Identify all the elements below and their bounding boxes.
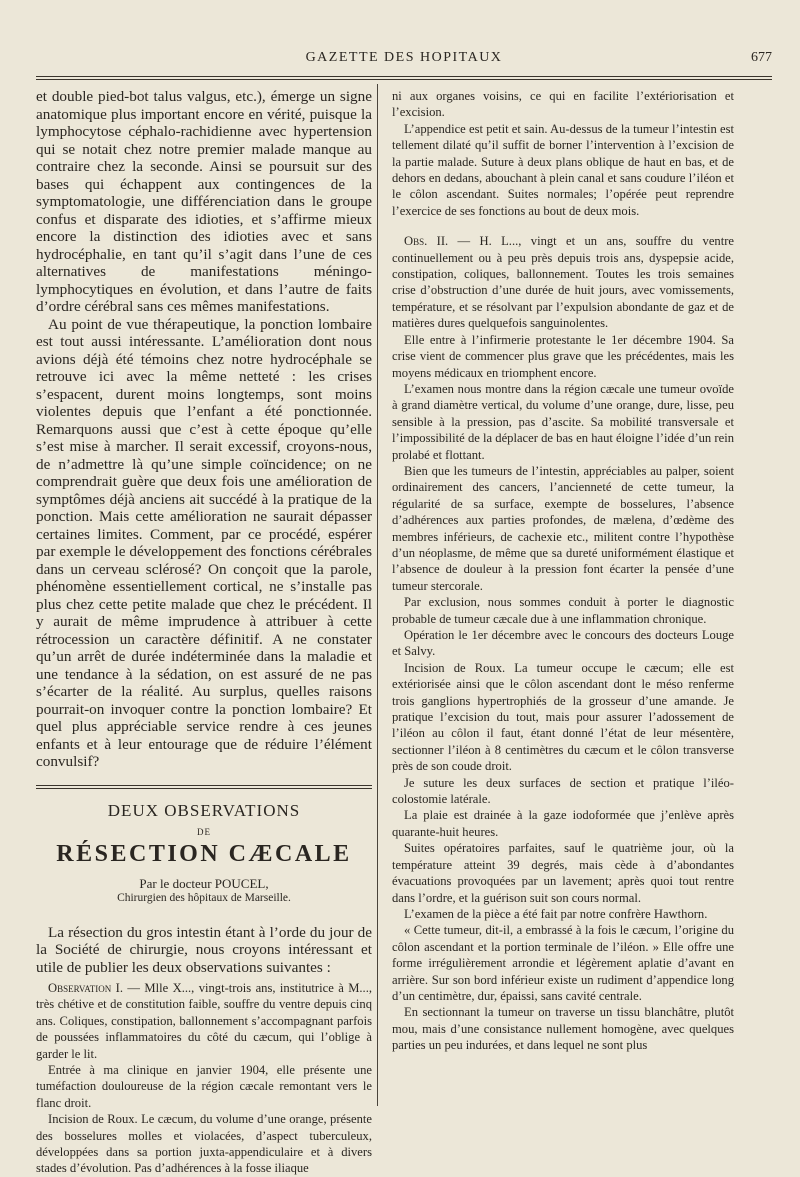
paragraph: et double pied-bot talus valgus, etc.), émerge un signe anatomique plus important encore en vérité, puisque la lymphocytose céphalo-rachidienne avec hypertension qui se notait chez notre premier malade manque au contraire chez la seconde. Ainsi se poursuit sur des bases qui échappent aux contingences de la symptomatologie, une différenciation dans le groupe confus et disparate des idioties, et s’affirme mieux encore la distinction des idioties avec et sans hydrocéphalie, en tant qu’il s’agit dans l’une de ces alternatives de manifestations méningo-lymphocytiques en évolution, et dans l’autre de faits d’ordre cérébral sans ces mêmes manifestations. [36, 88, 372, 315]
paragraph: Au point de vue thérapeutique, la ponction lombaire est tout aussi intéressante. L’amélioration dont nous avions déjà été témoins chez notre hydrocéphale se retrouve ici avec la même netteté : les crises s’espacent, durent moins longtemps, sont moins violentes depuis que l’enfant a été ponctionnée. Remarquons aussi que c’est à cette époque qu’elle s’est mise à marcher. Il serait excessif, croyons-nous, de n’admettre là qu’une simple coïncidence; on ne comprendrait guère que deux fois une amélioration de symptômes déjà anciens ait succédé à la pratique de la ponction. Mais cette amélioration ne saurait dépasser certaines limites. Comment, par ce procédé, espérer par exemple le développement des fonctions cérébrales dans un cerveau sclérosé? On conçoit que la parole, phénomène essentiellement cortical, ne s’installe pas plus chez cette petite malade que chez le précédent. Il y aurait de même imprudence à attribuer à cette rétrocession un caractère définitif. A ne constater qu’un arrêt de durée indéterminée dans la maladie et une tendance à la sédation, on est assuré de ne pas s’écarter de la réalité. Au surplus, quelles raisons pourrait-on invoquer contre la ponction lombaire? Et quel plus appréciable service rendre à ces jeunes enfants et à leur entourage que de réduire l’élément convulsif? [36, 315, 372, 770]
article-lead [36, 924, 372, 977]
paragraph: Opération le 1er décembre avec le concours des docteurs Louge et Salvy. [392, 628, 734, 659]
paragraph: Incision de Roux. La tumeur occupe le cæcum; elle est extériorisée ainsi que le côlon ascendant dont le méso renferme trois ganglions hypertrophiés de la grosseur d’une amande. Je pratique l’excision du tout, mais pour assurer l’adossement de l’iléon au côlon il faut, étant donné l’état de leur mésentère, sectionner l’iléon à 8 centimètres du cæcum et le côlon transverse près de son coude droit. [392, 660, 734, 774]
paragraph: Bien que les tumeurs de l’intestin, appréciables au palper, soient ordinairement des cancers, l’ancienneté de cette tumeur, la régularité de sa surface, exempte de bosselures, l’absence d’adhérences aux parties profondes, de mælena, d’œdème des membres inférieurs, de cachexie etc., militent contre l’hypothèse d’un néoplasme, de même que sa dureté uniformément élastique et l’absence de douleur à la pression font écarter la pensée d’une tumeur stercorale. [392, 463, 734, 593]
affiliation: Chirurgien des hôpitaux de Marseille. [117, 891, 291, 904]
column-divider [377, 84, 378, 1106]
observation-2-paragraph [392, 233, 734, 331]
left-column [36, 88, 372, 1177]
paragraph: « Cette tumeur, dit-il, a embrassé à la fois le cæcum, l’origine du côlon ascendant et la portion terminale de l’iléon. » Elle offre une forme irrégulièrement arrondie et légèrement aplatie d’avant en arrière. Sur son bord inférieur existe un rudiment d’appendice long d’un centimètre, dur, épaissi, sans cavité centrale. [392, 923, 734, 1003]
observation-1 [36, 980, 372, 1177]
continued-text [36, 88, 372, 771]
article-kicker: DEUX OBSERVATIONS [107, 800, 301, 820]
page-header [36, 50, 772, 72]
paragraph: Par exclusion, nous sommes conduit à porter le diagnostic probable de tumeur cæcale due à une inflammation chronique. [392, 595, 734, 626]
paragraph: Elle entre à l’infirmerie protestante le 1er décembre 1904. Sa crise vient de commencer plus grave que les précédentes, mais les moyens médicaux en triomphent encore. [392, 332, 734, 380]
paragraph: Incision de Roux. Le cæcum, du volume d’une orange, présente des bosselures molles et violacées, d’aspect tuberculeux, développées dans sa portion juxta-appendiculaire et à divers stades d’évolution. Pas d’adhérences à la fosse iliaque [36, 1112, 372, 1176]
page-number: 677 [751, 50, 772, 65]
paragraph: La plaie est drainée à la gaze iodoformée que j’enlève après quarante-huit heures. [392, 808, 734, 839]
paragraph: L’examen nous montre dans la région cæcale une tumeur ovoïde à grand diamètre vertical, du volume d’une orange, dure, lisse, peu sensible à la pression, pas d’ascite. Sa mobilité transversale et l’impossibilité de la déplacer de bas en haut éloigne l’idée d’un rein prolabé et flottant. [392, 381, 734, 462]
running-title: GAZETTE DES HOPITAUX [305, 50, 503, 65]
observation-paragraph [36, 980, 372, 1062]
observation-2-label: Obs. II. [404, 234, 449, 249]
byline: Par le docteur POUCEL, [139, 875, 269, 891]
paragraph: En sectionnant la tumeur on traverse un tissu blanchâtre, plutôt mou, mais d’une consistance nullement homogène, avec quelques parties un peu indurées, et dans lequel ne sont plus [392, 1005, 734, 1053]
article-heading [36, 801, 372, 904]
paragraph: L’appendice est petit et sain. Au-dessus de la tumeur l’intestin est tellement dilaté qu’il suffit de borner l’intervention à l’excision de la partie malade. Suture à deux plans oblique de haut en bas, et de dehors en dedans, abouchant à plein canal et sans coudure l’iléon et le côlon ascendant. Suites normales; l’opérée peut reprendre l’exercice de ses fonctions au bout de deux mois. [392, 121, 734, 218]
right-column [392, 88, 734, 1054]
paragraph: Entrée à ma clinique en janvier 1904, elle présente une tuméfaction douloureuse de la région cæcale remontant vers le flanc droit. [36, 1063, 372, 1110]
section-divider [36, 785, 372, 789]
paragraph: ni aux organes voisins, ce qui en facilite l’extériorisation et l’excision. [392, 89, 734, 120]
article-title: RÉSECTION CÆCALE [56, 840, 352, 867]
observation-label: Observation I. [48, 981, 123, 995]
observation-2-text: — H. L..., vingt et un ans, souffre du ventre continuellement ou à peu près depuis trois ans, dyspepsie acide, constipation, coliques, ballonnement. Toutes les trois semaines crise d’obstruction d’une durée de huit jours, avec vomissements, température, et se résolvant par l’expulsion abondante de gaz et de matières dures quelquefois sanguinolentes. [392, 234, 735, 331]
lead-paragraph: La résection du gros intestin étant à l’orde du jour de la Société de chirurgie, nous croyons intéressant et utile de publier les deux observations suivantes : [36, 923, 372, 976]
paragraph: Suites opératoires parfaites, sauf le quatrième jour, où la température atteint 39 degrés, mais cède à d’abondantes évacuations provoquées par un lavement; après quoi tout rentre dans l’ordre, et la guérison suit son cours normal. [392, 841, 734, 905]
paragraph: Je suture les deux surfaces de section et pratique l’iléo-colostomie latérale. [392, 775, 734, 807]
article-kicker-de: DE [197, 826, 211, 837]
paragraph: L’examen de la pièce a été fait par notre confrère Hawthorn. [404, 906, 708, 921]
header-rule [36, 76, 772, 80]
observation-text: — Mlle X..., vingt-trois ans, institutrice à M..., très chétive et de constitution faible, souffre du ventre depuis cinq ans. Coliques, constipation, ballonnement s’accompagnant parfois de poussées inflammatoires du côté du cæcum, qui l’oblige à garder le lit. [36, 981, 373, 1061]
